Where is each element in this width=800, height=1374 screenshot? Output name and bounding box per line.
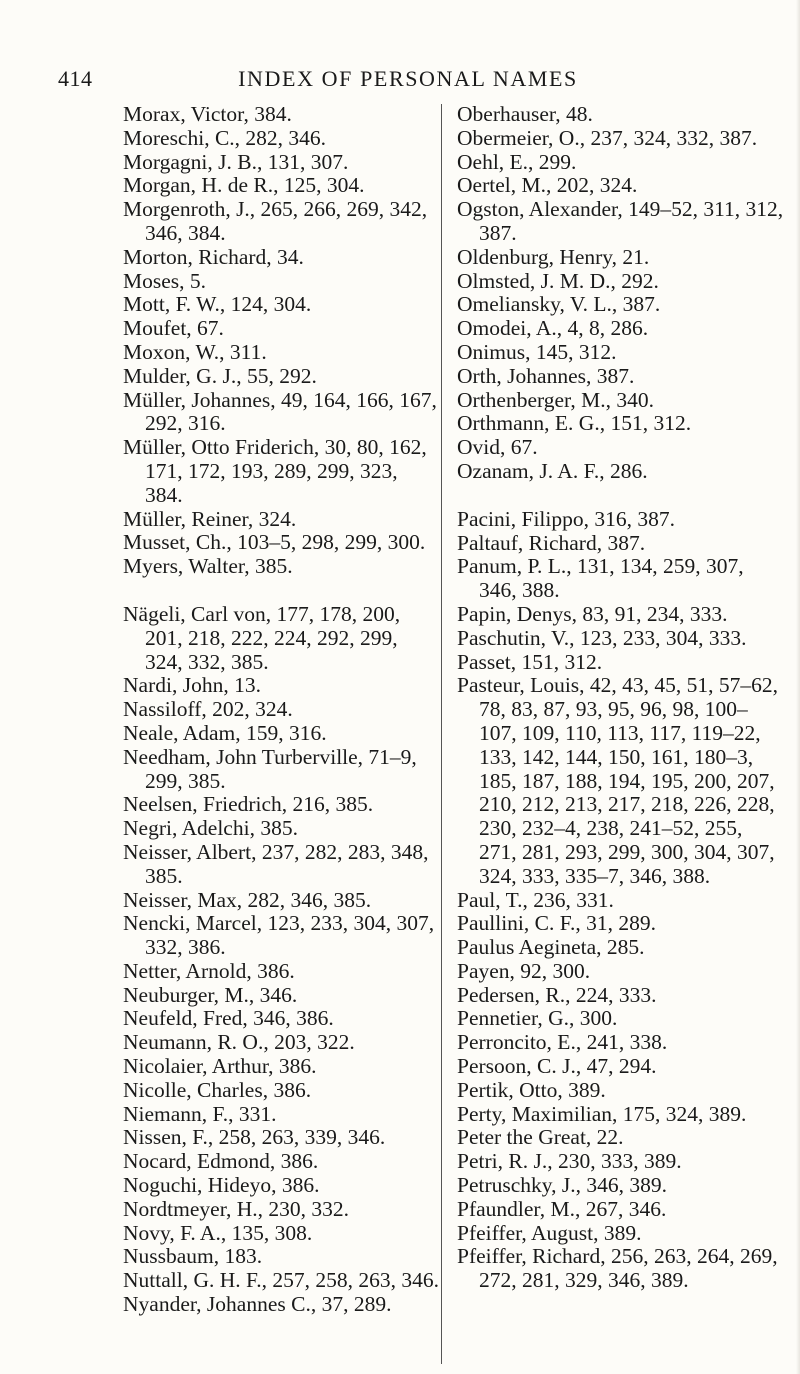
index-entry: Oertel, M., 202, 324. [457,173,638,198]
index-entry: Payen, 92, 300. [457,958,591,983]
index-entry: Pfaundler, M., 267, 346. [457,1196,667,1221]
index-column-left [123,103,439,1317]
index-entry: Nardi, John, 13. [123,673,261,698]
index-entry: Nicolaier, Arthur, 386. [123,1054,317,1079]
index-entry: Omodei, A., 4, 8, 286. [457,316,649,341]
index-entry: Morax, Victor, 384. [123,102,292,126]
index-entry: Orthenberger, M., 340. [457,387,654,412]
page-edge [796,0,800,1374]
index-entry: Oberhauser, 48. [457,102,593,126]
index-entry: Nocard, Edmond, 386. [123,1149,319,1174]
index-entry: Panum, P. L., 131, 134, 259, 307, 346, 388. [457,554,744,603]
index-entry: Myers, Walter, 385. [123,554,293,579]
index-entry: Onimus, 145, 312. [457,339,617,364]
index-entry: Morton, Richard, 34. [123,244,304,269]
index-entry: Neuburger, M., 346. [123,982,298,1007]
index-entry: Paul, T., 236, 331. [457,887,614,912]
index-entry: Neisser, Max, 282, 346, 385. [123,887,372,912]
index-entry: Musset, Ch., 103–5, 298, 299, 300. [123,530,426,555]
letter-section-gap [457,484,785,508]
index-entry: Mulder, G. J., 55, 292. [123,363,317,388]
index-entry: Perroncito, E., 241, 338. [457,1030,668,1055]
index-entry: Nussbaum, 183. [123,1244,263,1269]
index-entry: Pacini, Filippo, 316, 387. [457,506,675,531]
index-entry: Nassiloff, 202, 324. [123,697,293,722]
index-entry: Needham, John Turberville, 71–9, 299, 385. [123,744,417,793]
index-entry: Nägeli, Carl von, 177, 178, 200, 201, 218, 222, 224, 292, 299, 324, 332, 385. [123,601,401,674]
index-entry: Netter, Arnold, 386. [123,958,295,983]
index-entry: Nuttall, G. H. F., 257, 258, 263, 346. [123,1268,440,1293]
index-entry: Niemann, F., 331. [123,1101,277,1126]
index-entry: Negri, Adelchi, 385. [123,816,298,841]
index-entry: Moxon, W., 311. [123,339,267,364]
index-entry: Passet, 151, 312. [457,649,603,674]
index-entry: Petruschky, J., 346, 389. [457,1173,668,1198]
index-entry: Pfeiffer, August, 389. [457,1220,642,1245]
index-entry: Morgan, H. de R., 125, 304. [123,173,365,198]
index-entry: Paltauf, Richard, 387. [457,530,646,555]
index-entry: Moreschi, C., 282, 346. [123,125,327,150]
index-entry: Nordtmeyer, H., 230, 332. [123,1196,350,1221]
index-entry: Ovid, 67. [457,435,538,460]
page-header [58,66,758,106]
index-entry: Pennetier, G., 300. [457,1006,618,1031]
index-entry: Ogston, Alexander, 149–52, 311, 312, 387. [457,197,784,245]
index-entry: Orthmann, E. G., 151, 312. [457,411,692,436]
index-entry: Novy, F. A., 135, 308. [123,1220,313,1245]
index-entry: Moufet, 67. [123,316,224,341]
index-entry: Oldenburg, Henry, 21. [457,244,650,269]
index-entry: Papin, Denys, 83, 91, 234, 333. [457,601,728,626]
index-entry: Moses, 5. [123,268,207,293]
page-number: 414 [58,66,93,91]
index-entry: Müller, Johannes, 49, 164, 166, 167, 292, 316. [123,387,437,436]
index-entry: Obermeier, O., 237, 324, 332, 387. [457,125,758,150]
index-entry: Müller, Otto Friderich, 30, 80, 162, 171, 172, 193, 289, 299, 323, 384. [123,435,427,507]
index-entry: Paschutin, V., 123, 233, 304, 333. [457,625,747,650]
index-entry: Neumann, R. O., 203, 322. [123,1030,355,1055]
index-entry: Morgagni, J. B., 131, 307. [123,149,349,174]
index-entry: Paulus Aegineta, 285. [457,935,645,960]
letter-section-gap [123,579,439,603]
index-entry: Nicolle, Charles, 386. [123,1077,312,1102]
index-entry: Pedersen, R., 224, 333. [457,982,657,1007]
index-entry: Pasteur, Louis, 42, 43, 45, 51, 57–62, 78, 83, 87, 93, 95, 96, 98, 100–107, 109, 110, 113, 117, 119–22, 133, 142, 144, 150, 161, 180–3, 185, 187, 188, 194, 195, 200, 207, 210, 212, 213, 217, 218, 226, 228, 230, 232–4, 238, 241–52, 255, 271, 281, 293, 299, 300, 304, 307, 324, 333, 335–7, 346, 388. [457,673,779,888]
index-entry: Pfeiffer, Richard, 256, 263, 264, 269, 272, 281, 329, 346, 389. [457,1244,778,1293]
index-entry: Nissen, F., 258, 263, 339, 346. [123,1125,386,1150]
index-entry: Müller, Reiner, 324. [123,506,297,531]
running-title: INDEX OF PERSONAL NAMES [238,66,578,91]
index-entry: Omeliansky, V. L., 387. [457,292,661,317]
index-entry: Oehl, E., 299. [457,149,577,174]
index-entry: Neufeld, Fred, 346, 386. [123,1006,334,1031]
index-entry: Noguchi, Hideyo, 386. [123,1173,320,1198]
index-entry: Persoon, C. J., 47, 294. [457,1054,657,1079]
index-entry: Nyander, Johannes C., 37, 289. [123,1292,392,1317]
index-entry: Nencki, Marcel, 123, 233, 304, 307, 332, 386. [123,911,435,960]
index-entry: Mott, F. W., 124, 304. [123,292,312,317]
index-entry: Pertik, Otto, 389. [457,1077,606,1102]
index-entry: Perty, Maximilian, 175, 324, 389. [457,1101,747,1126]
index-column-right [457,103,785,1293]
index-entry: Paullini, C. F., 31, 289. [457,911,656,936]
index-entry: Ozanam, J. A. F., 286. [457,458,648,483]
index-entry: Morgenroth, J., 265, 266, 269, 342, 346, 384. [123,197,428,245]
index-entry: Petri, R. J., 230, 333, 389. [457,1149,682,1174]
index-entry: Neisser, Albert, 237, 282, 283, 348, 385. [123,839,429,888]
index-entry: Olmsted, J. M. D., 292. [457,268,659,293]
index-entry: Orth, Johannes, 387. [457,363,635,388]
index-entry: Neelsen, Friedrich, 216, 385. [123,792,374,817]
index-entry: Neale, Adam, 159, 316. [123,720,327,745]
column-divider [441,104,442,1364]
index-entry: Peter the Great, 22. [457,1125,624,1150]
